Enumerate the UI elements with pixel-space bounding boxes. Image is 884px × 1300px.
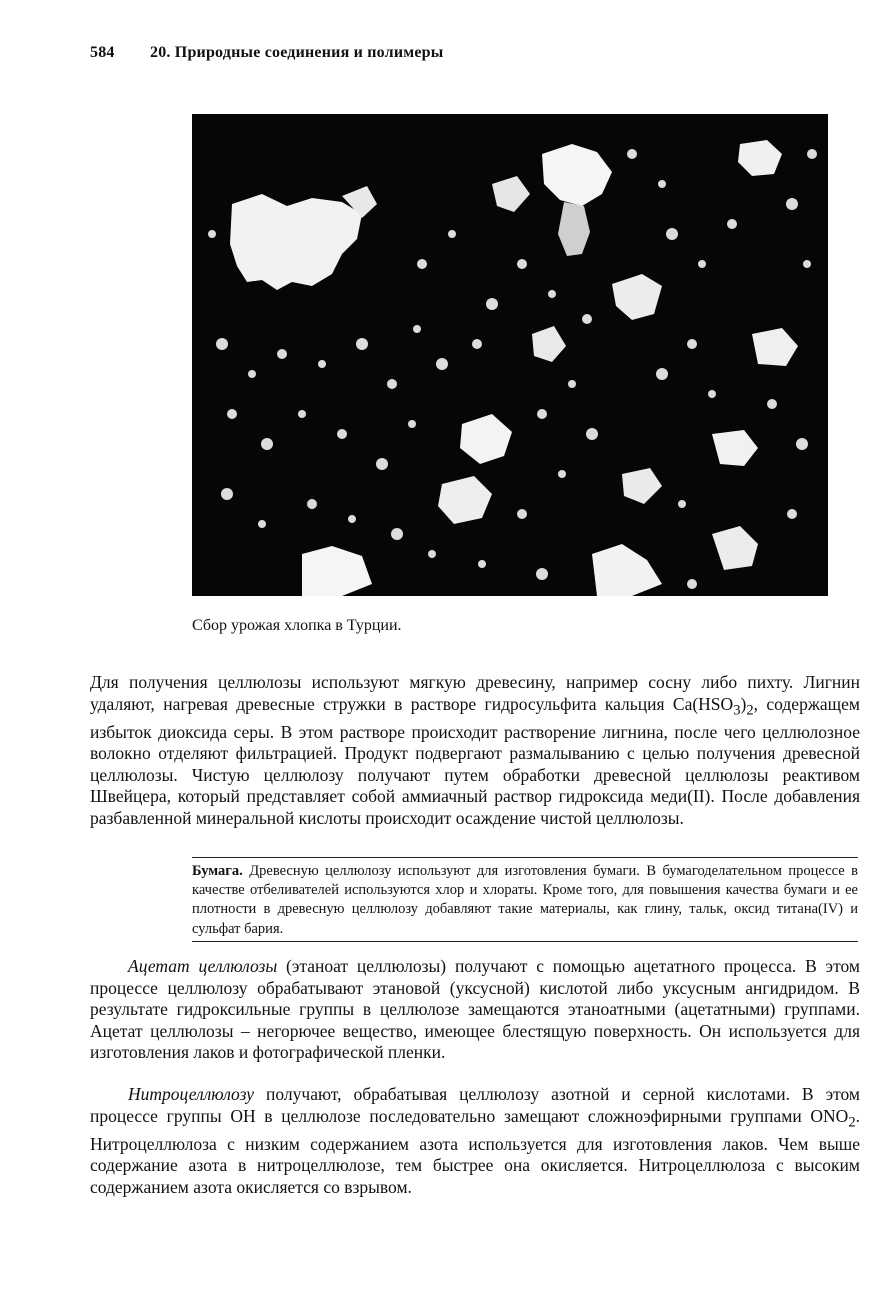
paragraph3-text-b: . Нитроцеллюлоза с низким содержанием азота используется для изготовления лаков. Чем выше содержание азота в нитроцеллюлозе, тем быстрее она окисляется. Нитроцеллюлоза с высоким содержанием азота окисляется со взрывом. — [90, 1105, 860, 1197]
page-number: 584 — [90, 44, 115, 61]
paragraph-cellulose-acetate — [90, 956, 860, 1064]
paragraph-nitrocellulose — [90, 1084, 860, 1198]
subscript-2: 2 — [746, 702, 754, 718]
note-lead: Бумага. — [192, 863, 243, 879]
running-header — [90, 44, 443, 62]
photo-image — [192, 114, 828, 596]
term-cellulose-acetate: Ацетат целлюлозы — [128, 956, 278, 976]
paragraph1-text-c: , содержащем избыток диоксида серы. В этом растворе происходит растворение лигнина, после чего целлюлозное волокно отделяют фильтрацией. Продукт подвергают размалыванию с целью получения древесной целлюлозы. Чистую целлюлозу получают путем обработки древесной целлюлозы реактивом Швейцера, который представляет собой аммиачный раствор гидроксида меди(II). После добавления разбавленной минеральной кислоты происходит осаждение чистой целлюлозы. — [90, 693, 860, 828]
subscript-ono2: 2 — [848, 1114, 856, 1130]
paragraph1-text-a: Для получения целлюлозы используют мягкую древесину, например сосну либо пихту. Лигнин удаляют, нагревая древесные стружки в растворе гидросульфита кальция Ca(HSO — [90, 672, 860, 714]
paragraph1-text-b: ) — [740, 693, 747, 714]
note-rule-top — [192, 857, 858, 858]
figure-caption: Сбор урожая хлопка в Турции. — [192, 617, 402, 634]
paper-note — [192, 862, 858, 939]
cotton-harvest-photo — [192, 114, 828, 596]
paragraph3-text-a: получают, обрабатывая целлюлозу азотной и серной кислотами. В этом процессе группы OH в целлюлозе последовательно замещают сложноэфирными группами ONO — [90, 1084, 860, 1126]
paragraph2-text: (этаноат целлюлозы) получают с помощью ацетатного процесса. В этом процессе целлюлозу обрабатывают этановой (уксусной) кислотой либо уксусным ангидридом. В результате гидроксильные группы в целлюлозе замещаются этаноатными (ацетатными) группами. Ацетат целлюлозы – негорючее вещество, имеющее блестящую поверхность. Он используется для изготовления лаков и фотографической пленки. — [90, 956, 860, 1062]
subscript-3: 3 — [733, 702, 741, 718]
note-rule-bottom — [192, 941, 858, 942]
note-text: Древесную целлюлозу используют для изготовления бумаги. В бумагоделательном процессе в качестве отбеливателей используются хлор и хлораты. Кроме того, для повышения качества бумаги и ее плотности в древесную целлюлозу добавляют такие материалы, как глину, тальк, оксид титана(IV) и сульфат бария. — [192, 863, 858, 937]
chapter-title: 20. Природные соединения и полимеры — [150, 44, 444, 61]
paragraph-cellulose-production — [90, 672, 860, 829]
term-nitrocellulose: Нитроцеллюлозу — [128, 1084, 255, 1104]
